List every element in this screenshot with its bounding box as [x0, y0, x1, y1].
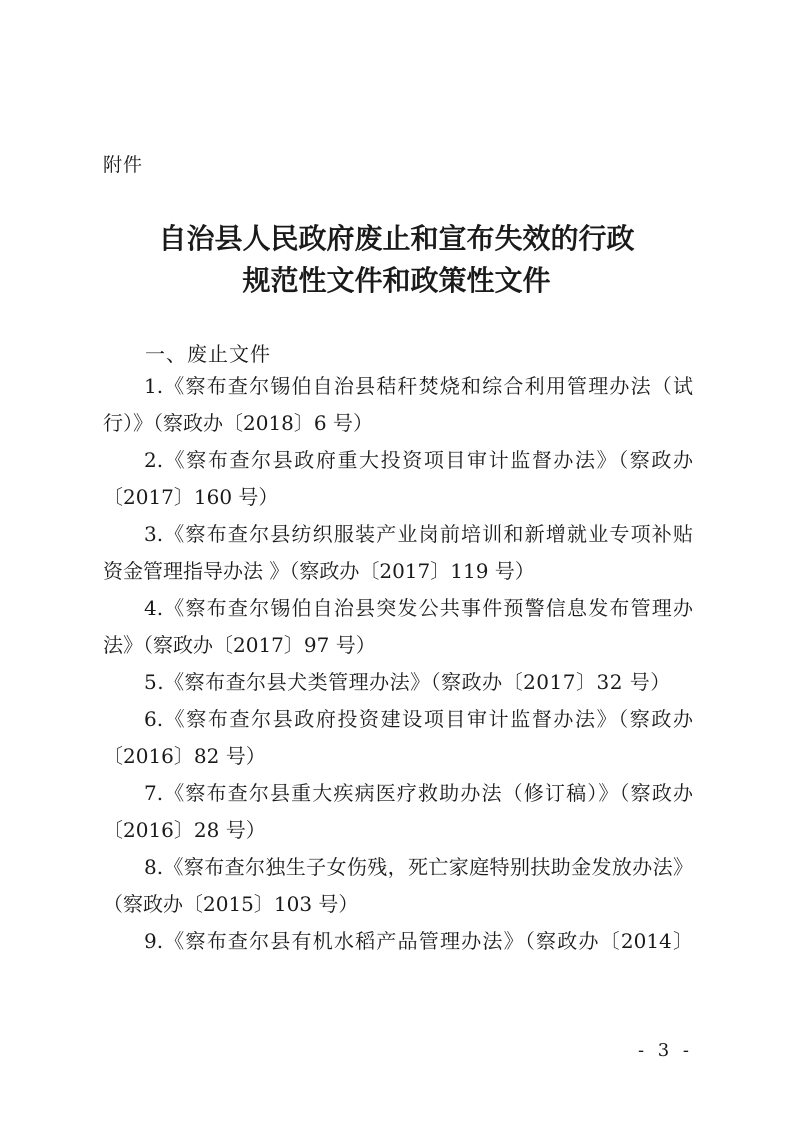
list-item — [103, 590, 693, 664]
item-line: （察政办〔2015〕103 号） — [103, 892, 359, 916]
item-line: 6.《察布查尔县政府投资建设项目审计监督办法》（察政办 — [144, 707, 693, 731]
item-line: 9.《察布查尔县有机水稻产品管理办法》（察政办〔2014〕 — [144, 929, 693, 953]
title-line-1: 自治县人民政府废止和宣布失效的行政 — [158, 222, 635, 255]
document-title — [0, 218, 793, 302]
list-item — [103, 701, 693, 775]
section-heading: 一、废止文件 — [145, 342, 271, 366]
list-item — [103, 849, 693, 923]
item-line: 3.《察布查尔县纺织服装产业岗前培训和新增就业专项补贴 — [144, 522, 693, 546]
item-line: 8.《察布查尔独生子女伤残，死亡家庭特别扶助金发放办法》 — [144, 855, 693, 879]
item-line: 行）》（察政办〔2018〕6 号） — [103, 411, 373, 435]
item-line: 5.《察布查尔县犬类管理办法》（察政办〔2017〕32 号） — [144, 670, 671, 694]
attachment-label: 附件 — [103, 154, 144, 176]
list-item — [103, 664, 693, 701]
list-item — [103, 368, 693, 442]
item-line: 7.《察布查尔县重大疾病医疗救助办法（修订稿）》（察政办 — [144, 781, 693, 805]
item-line: 1.《察布查尔锡伯自治县秸秆焚烧和综合利用管理办法（试 — [144, 374, 693, 398]
list-item — [103, 775, 693, 849]
item-line: 法》（察政办〔2017〕97 号） — [103, 633, 376, 657]
item-line: 2.《察布查尔县政府重大投资项目审计监督办法》（察政办 — [144, 448, 693, 472]
list-item — [103, 442, 693, 516]
list-item — [103, 923, 693, 960]
title-line-2: 规范性文件和政策性文件 — [242, 264, 551, 297]
item-line: 〔2017〕160 号） — [103, 485, 279, 509]
page-number: - 3 - — [637, 1040, 693, 1061]
item-line: 〔2016〕28 号） — [103, 818, 266, 842]
item-line: 〔2016〕82 号） — [103, 744, 266, 768]
document-list — [103, 368, 693, 960]
item-line: 资金管理指导办法 》（察政办〔2017〕119 号） — [103, 559, 535, 583]
list-item — [103, 516, 693, 590]
item-line: 4.《察布查尔锡伯自治县突发公共事件预警信息发布管理办 — [144, 596, 693, 620]
